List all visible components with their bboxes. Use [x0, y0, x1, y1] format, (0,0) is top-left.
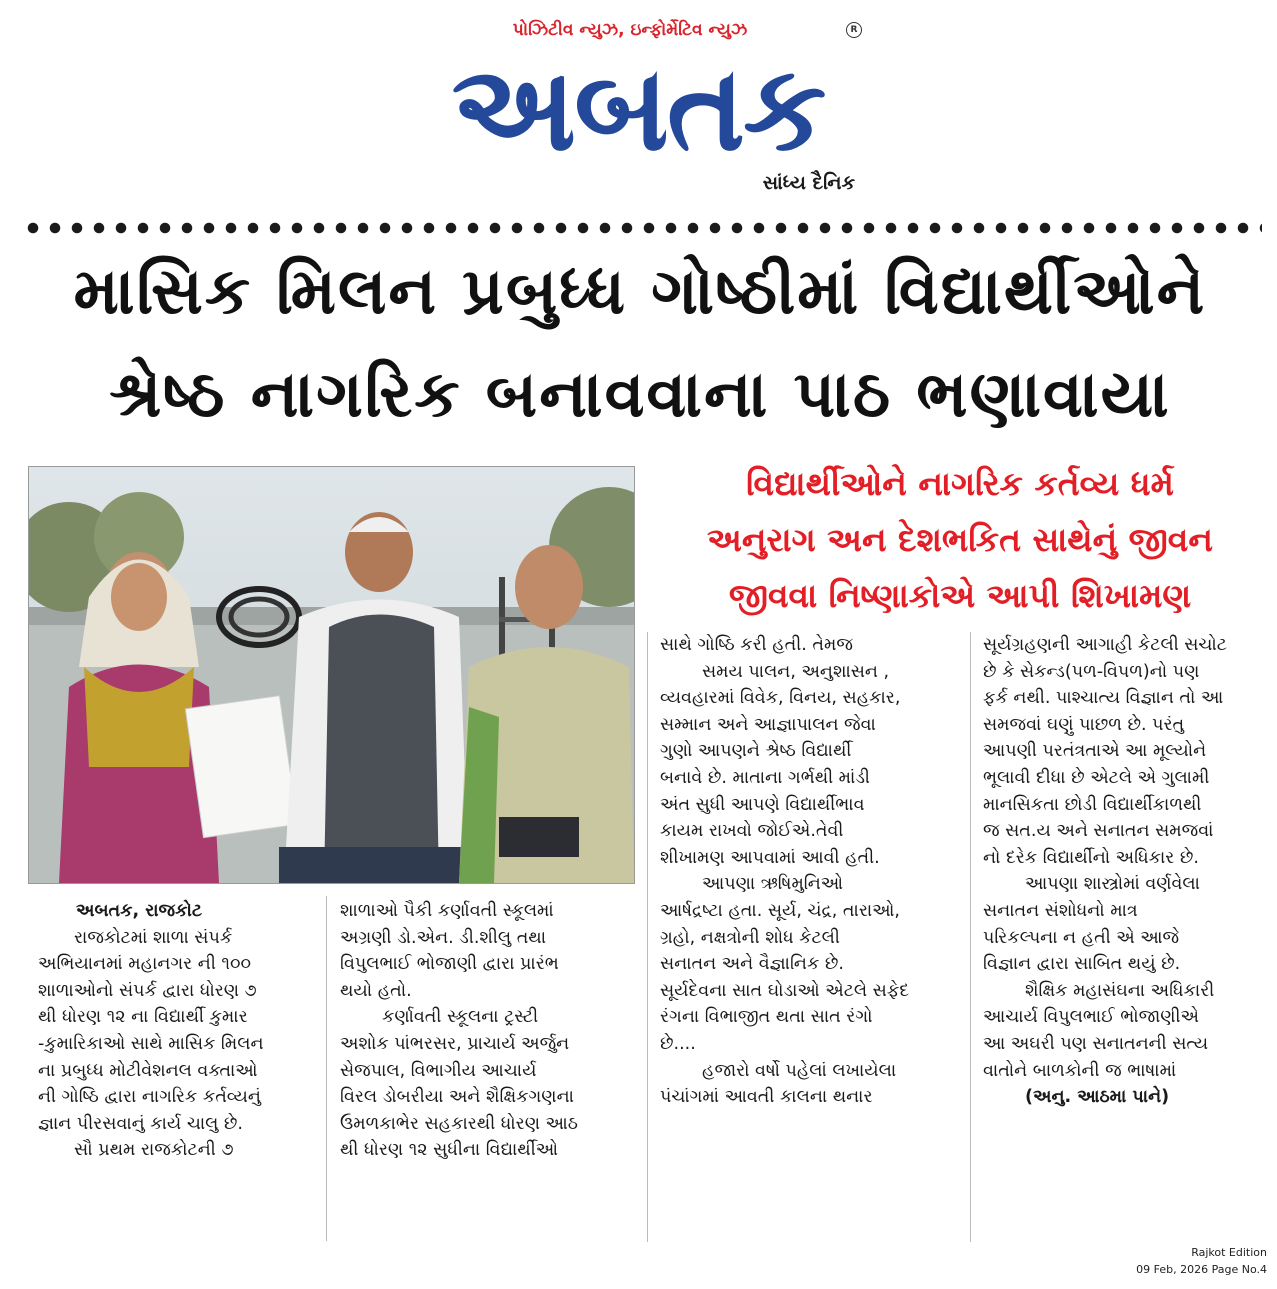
article-line: આર્ષદ્રષ્ટા હતા. સૂર્ય, ચંદ્ર, તારાઓ, [660, 900, 900, 921]
masthead-logo: અબતક [451, 46, 825, 171]
article-line: સાથે ગોષ્ઠિ કરી હતી. તેમજ [660, 635, 853, 655]
article-line: ભૂલાવી દીધા છે એટલે એ ગુલામી [983, 767, 1210, 788]
registered-mark-icon: R [846, 22, 862, 38]
article-line: છે.... [660, 1033, 696, 1054]
headline-line-2: શ્રેષ્ઠ નાગરિક બનાવવાના પાઠ ભણાવાયા [109, 358, 1171, 432]
edition-date-page: 09 Feb, 2026 Page No.4 [1136, 1263, 1267, 1276]
article-line: નો દરેક વિદ્યાર્થીનો અધિકાર છે. [983, 847, 1199, 868]
article-line: સેજપાલ, વિભાગીય આચાર્ય [340, 1060, 537, 1081]
article-line: છે કે સેકન્ડ(પળ-વિપળ)નો પણ [983, 661, 1200, 682]
article-column-4 [983, 632, 1273, 1111]
article-column-1 [38, 898, 318, 1164]
masthead-tagline: પોઝિટીવ ન્યુઝ, ઇન્ફોર્મેટિવ ન્યુઝ [512, 20, 748, 40]
article-line: સૌ પ્રથમ રાજકોટની ૭ [74, 1140, 234, 1161]
article-line: વિરલ ડોબરીયા અને શૈક્ષિકગણના [340, 1087, 574, 1108]
article-line: ગુણો આપણને શ્રેષ્ઠ વિદ્યાર્થી [660, 741, 852, 762]
article-line: શીખામણ આપવામાં આવી હતી. [660, 847, 880, 868]
article-line: સમય પાલન, અનુશાસન , [702, 661, 890, 682]
article-line: પરિકલ્પના ન હતી એ આજે [983, 927, 1180, 948]
masthead [0, 0, 1277, 210]
article-line: સૂર્યદેવના સાત ઘોડાઓ એટલે સફેદ [660, 980, 910, 1001]
article-line: વિજ્ઞાન દ્વારા સાબિત થયું છે. [983, 954, 1181, 975]
article-line: કર્ણાવતી સ્કૂલના ટ્રસ્ટી [382, 1007, 539, 1028]
article-line: વિપુલભાઈ ભોજાણી દ્વારા પ્રારંભ [340, 954, 559, 975]
article-line: ગ્રહો, નક્ષત્રોની શોધ કેટલી [660, 927, 840, 948]
article-line: આચાર્ય વિપુલભાઈ ભોજાણીએ [983, 1007, 1199, 1028]
article-line: વ્યવહારમાં વિવેક, વિનય, સહકાર, [660, 688, 901, 709]
article-line: સમજવાં ઘણું પાછળ છે. પરંતુ [983, 714, 1185, 735]
article-line: જ સત.ય અને સનાતન સમજવાં [983, 821, 1214, 842]
article-line: વાતોને બાળકોની જ ભાષામાં [983, 1060, 1177, 1081]
article-line: રાજકોટમાં શાળા સંપર્ક [74, 927, 233, 948]
news-photo [28, 466, 635, 884]
article-line: હજારો વર્ષો પહેલાં લખાયેલા [702, 1060, 897, 1081]
subhead-line-3: જીવવા નિષ્ણાકોએ આપી શિખામણ [728, 576, 1192, 615]
article-line: સનાતન સંશોધનો માત્ર [983, 900, 1138, 921]
article-column-3 [660, 632, 960, 1111]
dotted-divider [22, 220, 1262, 236]
article-line: ઉમળકાભેર સહકારથી ધોરણ આઠ [340, 1113, 578, 1134]
article-line: આ અઘરી પણ સનાતનની સત્ય [983, 1033, 1209, 1054]
article-line: આપણા શાસ્ત્રોમાં વર્ણવેલા [1025, 874, 1200, 895]
article-line: -કુમારિકાઓ સાથે માસિક મિલન [38, 1033, 264, 1054]
article-line: થી ધોરણ ૧૨ ના વિદ્યાર્થી કુમાર [38, 1007, 248, 1028]
article-column-2 [340, 898, 636, 1164]
article-line: શાળાઓ પૈકી કર્ણાવતી સ્કૂલમાં [340, 901, 554, 921]
edition-info [1136, 1244, 1267, 1278]
headline-line-1: માસિક મિલન પ્રબુધ્ધ ગોષ્ઠીમાં વિદ્યાર્થીઓને [73, 255, 1207, 329]
article-line: થયો હતો. [340, 980, 412, 1001]
article-line: રંગના વિભાજીત થતા સાત રંગો [660, 1007, 873, 1028]
article-line: ફર્ક નથી. પાશ્ચાત્ય વિજ્ઞાન તો આ [983, 688, 1224, 709]
article-line: અભિયાનમાં મહાનગર ની ૧૦૦ [38, 954, 252, 975]
article-line: આપણા ઋષિમુનિઓ [702, 874, 844, 895]
article-line: માનસિકતા છોડી વિદ્યાર્થીકાળથી [983, 794, 1202, 815]
article-line: સનાતન અને વૈજ્ઞાનિક છે. [660, 954, 844, 975]
column-divider [326, 896, 327, 1241]
article-line: પંચાંગમાં આવતી કાલના થનાર [660, 1087, 873, 1108]
column-divider [970, 632, 971, 1242]
masthead-subtitle: સાંધ્ય દૈનિક [762, 172, 855, 194]
article-line: આપણી પરતંત્રતાએ આ મૂલ્યોને [983, 741, 1207, 762]
article-line: અગ્રણી ડો.એન. ડી.શીલુ તથા [340, 927, 547, 948]
article-line: સમ્માન અને આજ્ઞાપાલન જેવા [660, 714, 876, 735]
article-line: ની ગોષ્ઠિ દ્વારા નાગરિક કર્તવ્યનું [38, 1087, 261, 1108]
news-photo-illustration [29, 467, 634, 883]
edition-name: Rajkot Edition [1191, 1246, 1267, 1259]
subhead-line-1: વિદ્યાર્થીઓને નાગરિક કર્તવ્ય ધર્મ [746, 464, 1174, 503]
subhead-line-2: અનુરાગ અન દેશભકિત સાથેનું જીવન [707, 520, 1213, 559]
article-line: અશોક પાંભરસર, પ્રાચાર્ય અર્જુન [340, 1033, 570, 1054]
article-line: કાયમ રાખવો જોઈએ.તેવી [660, 821, 844, 842]
article-line: સૂર્યગ્રહણની આગાહી કેટલી સચોટ [983, 635, 1227, 655]
column-divider [647, 632, 648, 1242]
article-line: થી ધોરણ ૧૨ સુધીના વિદ્યાર્થીઓ [340, 1140, 558, 1161]
article-line: ના પ્રબુધ્ધ મોટીવેશનલ વક્તાઓ [38, 1060, 258, 1081]
article-line: શાળાઓનો સંપર્ક દ્વારા ધોરણ ૭ [38, 980, 257, 1001]
continued-note: (અનુ. આઠમા પાને) [1025, 1087, 1170, 1108]
article-line: અંત સુધી આપણે વિદ્યાર્થીભાવ [660, 794, 865, 815]
article-line: શૈક્ષિક મહાસંઘના અધિકારી [1025, 980, 1215, 1001]
article-line: જ્ઞાન પીરસવાનું કાર્ય ચાલુ છે. [38, 1113, 243, 1134]
article-dateline: અબતક, રાજકોટ [76, 901, 203, 921]
article-line: બનાવે છે. માતાના ગર્ભથી માંડી [660, 767, 870, 788]
